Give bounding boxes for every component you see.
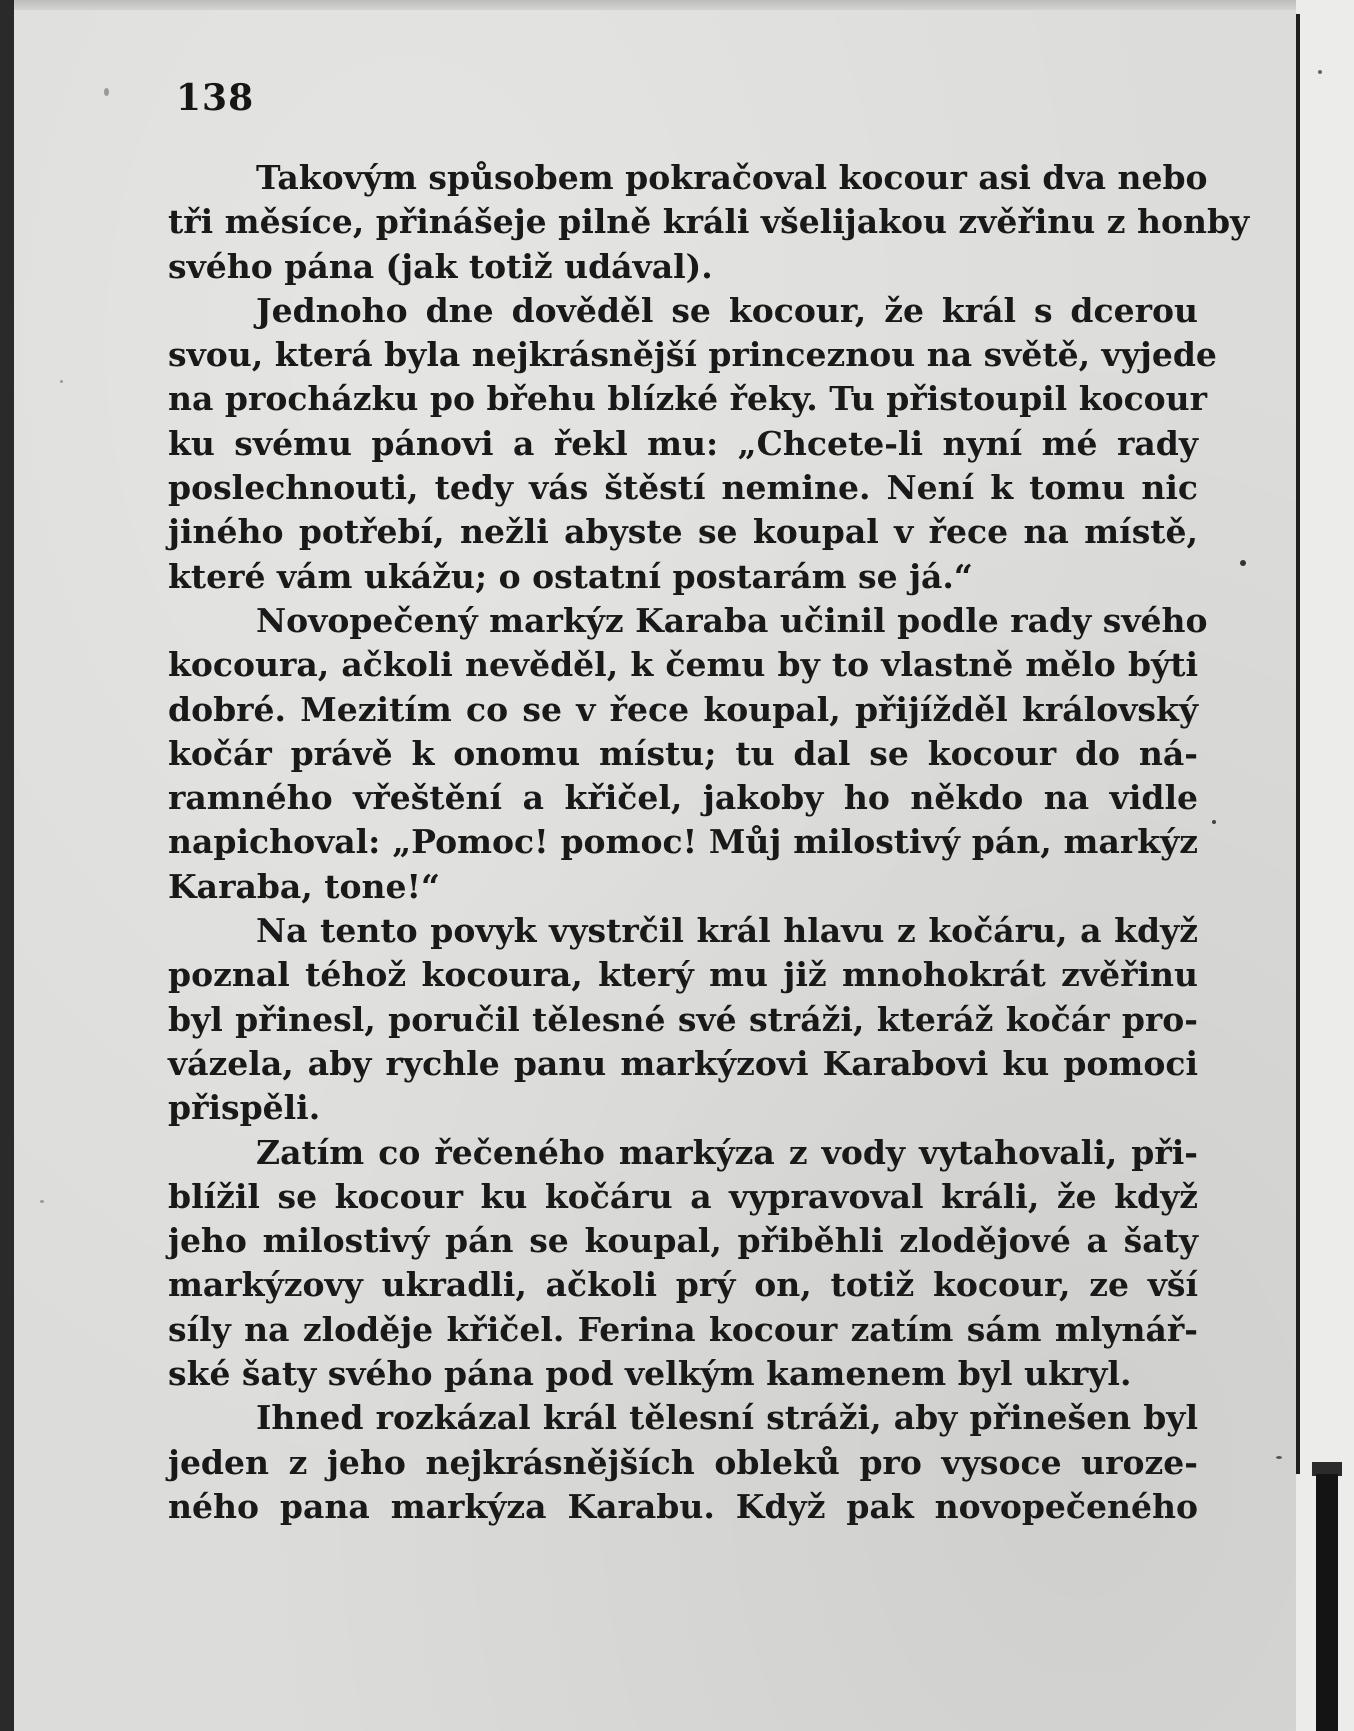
- text-line: Zatím co řečeného markýza z vody vytahovali, při-: [256, 1132, 1198, 1172]
- scan-speck: [1240, 560, 1246, 566]
- text-line: ské šaty svého pána pod velkým kamenem byl ukryl.: [168, 1354, 1132, 1394]
- scan-speck: [1318, 70, 1322, 74]
- text-line: vázela, aby rychle panu markýzovi Karabovi ku pomoci: [168, 1043, 1198, 1083]
- scan-speck: [104, 88, 109, 96]
- text-line: markýzovy ukradli, ačkoli prý on, totiž kocour, ze vší: [168, 1265, 1198, 1305]
- page-top-edge: [0, 0, 1354, 10]
- text-line: svého pána (jak totiž udával).: [168, 246, 713, 286]
- binding-shadow: [1316, 1474, 1338, 1731]
- text-line: kočár právě k onomu místu; tu dal se kocour do ná-: [168, 733, 1198, 773]
- text-line: Jednoho dne dověděl se kocour, že král s dcerou: [256, 290, 1198, 330]
- text-line: svou, která byla nejkrásnější princeznou na světě, vyjede: [168, 335, 1217, 375]
- scan-speck: [40, 1200, 44, 1203]
- text-line: ného pana markýza Karabu. Když pak novopečeného: [168, 1486, 1198, 1526]
- scan-speck: [60, 380, 63, 383]
- text-line: blížil se kocour ku kočáru a vypravoval králi, že když: [168, 1176, 1198, 1216]
- text-line: napichoval: „Pomoc! pomoc! Můj milostivý pán, markýz: [168, 822, 1198, 862]
- text-line: dobré. Mezitím co se v řece koupal, přijížděl královský: [168, 689, 1198, 729]
- text-line: jiného potřebí, nežli abyste se koupal v řece na místě,: [168, 512, 1198, 552]
- text-line: na procházku po břehu blízké řeky. Tu přistoupil kocour: [168, 379, 1208, 419]
- text-line: ramného vřeštění a křičel, jakoby ho někdo na vidle: [168, 778, 1198, 818]
- text-line: Takovým spůsobem pokračoval kocour asi dva nebo: [256, 158, 1208, 197]
- text-line: které vám ukážu; o ostatní postarám se já.“: [168, 556, 973, 596]
- scan-speck: [1212, 820, 1216, 824]
- text-line: poznal téhož kocoura, který mu již mnohokrát zvěřinu: [168, 955, 1198, 995]
- text-line: přispěli.: [168, 1088, 321, 1128]
- page-left-edge: [0, 0, 14, 1731]
- text-line: jeden z jeho nejkrásnějších obleků pro vysoce uroze-: [168, 1442, 1198, 1482]
- text-line: byl přinesl, poručil tělesné své stráži, kteráž kočár pro-: [168, 999, 1198, 1039]
- page-number: 138: [176, 77, 255, 119]
- body-text: [168, 156, 1250, 1529]
- text-line: jeho milostivý pán se koupal, přiběhli zlodějové a šaty: [168, 1221, 1198, 1261]
- text-line: Na tento povyk vystrčil král hlavu z kočáru, a když: [256, 911, 1198, 951]
- text-line: Novopečený markýz Karaba učinil podle rady svého: [256, 600, 1208, 640]
- text-line: Karaba, tone!“: [168, 866, 440, 906]
- text-line: tři měsíce, přinášeje pilně králi všelijakou zvěřinu z honby: [168, 202, 1250, 242]
- scan-speck: [1276, 1456, 1282, 1459]
- text-line: Ihned rozkázal král tělesní stráži, aby přinešen byl: [256, 1398, 1198, 1438]
- page-right-rule: [1296, 14, 1300, 1474]
- text-line: síly na zloděje křičel. Ferina kocour zatím sám mlynář-: [168, 1309, 1198, 1349]
- text-line: kocoura, ačkoli nevěděl, k čemu by to vlastně mělo býti: [168, 645, 1198, 685]
- text-line: ku svému pánovi a řekl mu: „Chcete-li nyní mé rady: [168, 423, 1198, 463]
- text-line: poslechnouti, tedy vás štěstí nemine. Není k tomu nic: [168, 468, 1198, 508]
